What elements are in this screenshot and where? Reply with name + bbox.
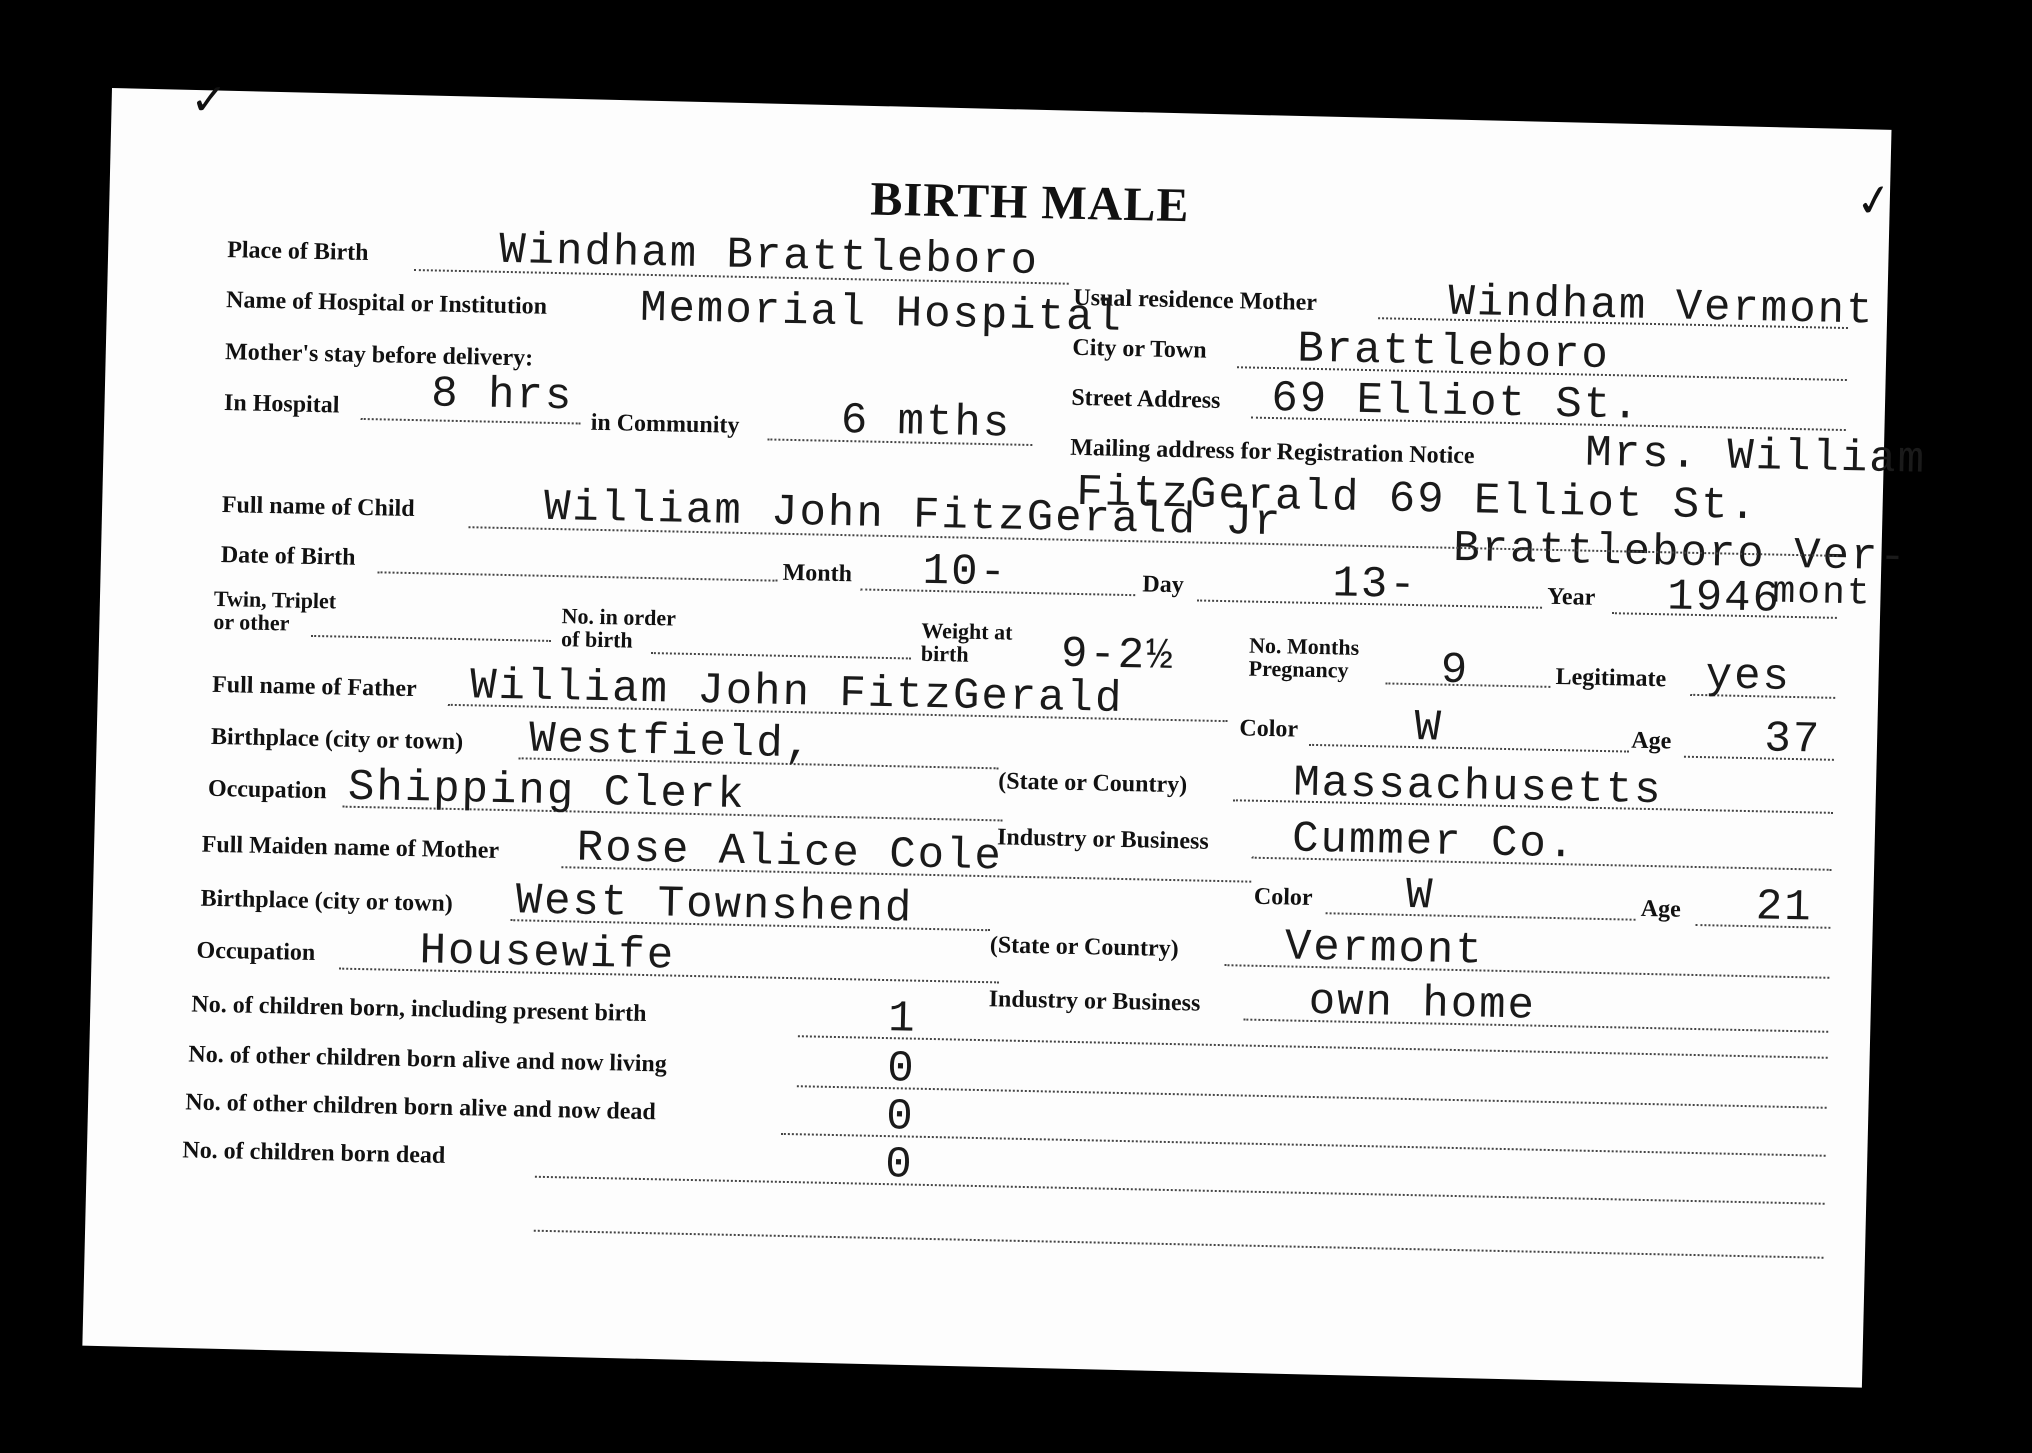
city-or-town-value: Brattleboro <box>1296 324 1611 382</box>
children-born-value: 1 <box>887 994 918 1045</box>
pregnancy-value: 9 <box>1440 645 1470 697</box>
date-of-birth-label: Date of Birth <box>220 542 356 571</box>
mailing-address-line2: FitzGerald 69 Elliot St. <box>1075 467 1759 533</box>
year-label: Year <box>1547 583 1596 611</box>
mother-birthplace-value: West Townshend <box>515 876 914 935</box>
pregnancy-label: No. Months <box>1248 632 1360 660</box>
check-mark-icon: ✓ <box>1851 173 1897 230</box>
mother-age-value: 21 <box>1755 882 1814 934</box>
in-community-value: 6 mths <box>840 395 1012 450</box>
father-name-label: Full name of Father <box>211 671 418 703</box>
mailing-address-line3: Brattleboro Ver- <box>1452 523 1909 584</box>
father-birthplace-value: Westfield, <box>528 714 814 771</box>
place-of-birth-value: Windham Brattleboro <box>498 225 1040 288</box>
dotted-line <box>781 1133 1826 1157</box>
children-born-dead-label: No. of children born dead <box>182 1137 446 1169</box>
order-of-birth-label: No. in order <box>561 603 677 631</box>
mother-name-label: Full Maiden name of Mother <box>201 831 500 864</box>
day-label: Day <box>1142 571 1185 599</box>
dotted-line <box>797 1085 1827 1109</box>
father-color-label: Color <box>1239 715 1299 743</box>
father-state-value: Massachusetts <box>1292 758 1664 817</box>
street-address-label: Street Address <box>1071 384 1221 414</box>
mother-color-label: Color <box>1253 883 1313 911</box>
child-name-label: Full name of Child <box>221 492 415 523</box>
mothers-stay-label: Mother's stay before delivery: <box>224 339 534 372</box>
mother-state-label: (State or Country) <box>989 932 1179 963</box>
father-age-value: 37 <box>1763 714 1822 766</box>
hospital-label: Name of Hospital or Institution <box>225 287 548 320</box>
twin-label: Twin, Triplet <box>213 585 337 614</box>
check-mark-icon: ✓ <box>189 74 228 127</box>
usual-residence-value: Windham Vermont <box>1447 277 1875 337</box>
child-name-value: William John FitzGerald Jr <box>543 482 1283 549</box>
mother-occupation-value: Housewife <box>419 926 676 982</box>
children-dead-value: 0 <box>885 1092 916 1143</box>
day-value: 13- <box>1331 559 1419 612</box>
mother-name-value: Rose Alice Cole <box>576 823 1004 883</box>
weight-value: 9-2½ <box>1060 629 1176 683</box>
street-address-value: 69 Elliot St. <box>1270 373 1642 432</box>
mother-industry-label: Industry or Business <box>988 986 1201 1017</box>
pregnancy-label-2: Pregnancy <box>1248 655 1349 683</box>
father-age-label: Age <box>1631 727 1672 755</box>
order-of-birth-label-2: of birth <box>560 626 633 653</box>
in-community-label: in Community <box>590 409 740 439</box>
children-living-label: No. of other children born alive and now living <box>188 1041 668 1078</box>
dotted-line <box>535 1176 1825 1205</box>
usual-residence-label: Usual residence Mother <box>1073 284 1318 316</box>
in-hospital-value: 8 hrs <box>430 369 574 423</box>
mother-occupation-label: Occupation <box>196 937 316 967</box>
children-born-label: No. of children born, including present birth <box>191 991 647 1028</box>
month-value: 10- <box>922 546 1009 599</box>
mailing-address-line4: mont <box>1771 570 1873 616</box>
dotted-line <box>311 635 551 642</box>
father-birthplace-label: Birthplace (city or town) <box>210 723 464 756</box>
year-value: 1946 <box>1666 572 1782 625</box>
legitimate-value: yes <box>1705 651 1792 703</box>
dotted-line <box>651 652 911 659</box>
father-occupation-value: Shipping Clerk <box>347 762 747 822</box>
place-of-birth-label: Place of Birth <box>226 237 369 267</box>
father-occupation-label: Occupation <box>207 775 327 805</box>
father-industry-value: Cummer Co. <box>1291 814 1577 871</box>
father-color-value: W <box>1413 703 1444 754</box>
dotted-line <box>378 571 778 581</box>
hospital-value: Memorial Hospital <box>639 283 1124 344</box>
mailing-address-label: Mailing address for Registration Notice <box>1070 434 1475 470</box>
father-industry-label: Industry or Business <box>996 824 1209 855</box>
mother-state-value: Vermont <box>1284 922 1485 977</box>
father-name-value: William John FitzGerald <box>469 661 1124 725</box>
city-or-town-label: City or Town <box>1072 334 1207 364</box>
weight-label-2: birth <box>920 640 969 667</box>
mother-industry-value: own home <box>1308 976 1537 1032</box>
weight-label: Weight at <box>921 617 1013 645</box>
card-title: BIRTH MALE <box>869 172 1190 233</box>
dotted-line <box>1309 744 1629 753</box>
mailing-address-line1: Mrs. William <box>1584 428 1927 486</box>
twin-label-2: or other <box>213 608 290 636</box>
month-label: Month <box>782 559 853 588</box>
mother-birthplace-label: Birthplace (city or town) <box>200 885 454 917</box>
dotted-line <box>534 1230 1824 1259</box>
dotted-line <box>798 1035 1828 1059</box>
legitimate-label: Legitimate <box>1555 664 1667 693</box>
children-living-value: 0 <box>886 1044 917 1095</box>
mother-age-label: Age <box>1640 895 1682 923</box>
mother-color-value: W <box>1405 870 1435 922</box>
children-dead-label: No. of other children born alive and now dead <box>185 1089 657 1126</box>
in-hospital-label: In Hospital <box>223 390 340 419</box>
dotted-line <box>1326 912 1636 920</box>
children-born-dead-value: 0 <box>884 1140 915 1191</box>
father-state-label: (State or Country) <box>998 768 1188 799</box>
